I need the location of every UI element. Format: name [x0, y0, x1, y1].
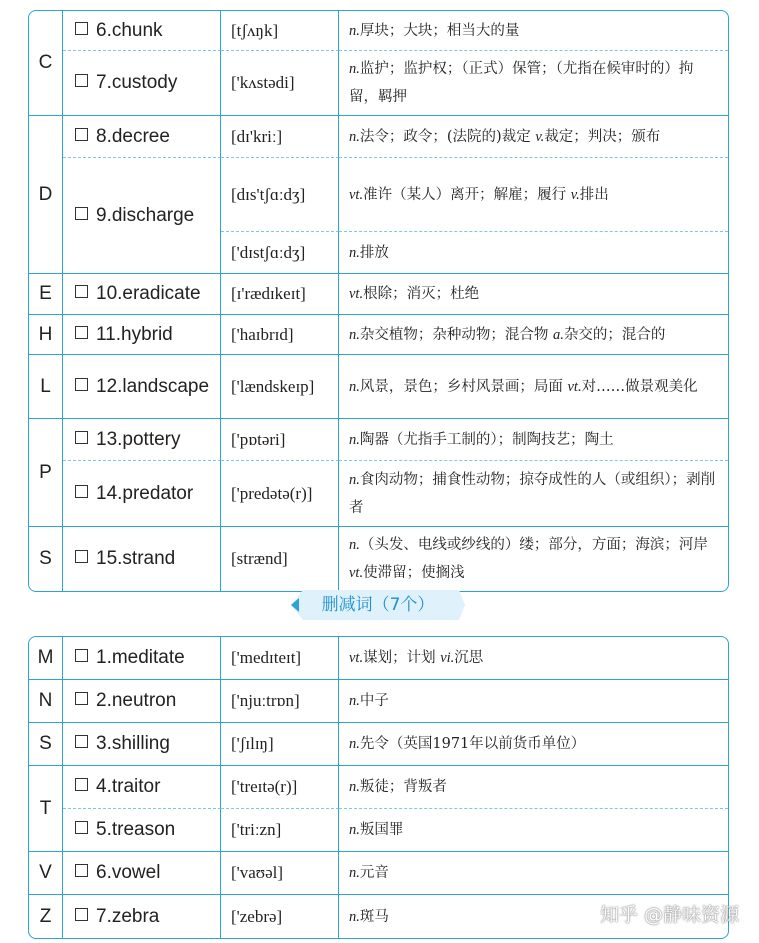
word-label: 2.neutron	[96, 690, 177, 711]
part-of-speech: v.	[535, 128, 545, 145]
word-label: 9.discharge	[96, 204, 195, 226]
word-cell	[63, 11, 221, 51]
index-letter: Z	[29, 895, 63, 938]
part-of-speech: n.	[349, 326, 360, 343]
phonetic-cell: ['vaʊəl]	[221, 852, 339, 895]
part-of-speech: vt.	[349, 565, 364, 581]
index-letter: P	[29, 419, 63, 527]
word-label: 1.meditate	[96, 647, 185, 668]
part-of-speech: vt.	[349, 650, 364, 666]
phonetic-cell: ['medɪteɪt]	[221, 637, 339, 680]
definition-cell	[339, 232, 728, 274]
word-cell	[63, 527, 221, 591]
part-of-speech: n.	[349, 779, 360, 795]
phonetic-cell: ['zebrə]	[221, 895, 339, 938]
phonetic-cell: [strænd]	[221, 527, 339, 591]
definition-cell	[339, 11, 728, 51]
checkbox-icon[interactable]	[75, 692, 88, 705]
table-row	[29, 274, 728, 315]
part-of-speech: n.	[349, 822, 360, 838]
part-of-speech: n.	[349, 693, 360, 709]
index-letter: D	[29, 116, 63, 274]
word-cell	[63, 355, 221, 419]
definition-text: 准许（某人）离开；解雇；履行	[363, 186, 571, 203]
word-label: 6.chunk	[96, 19, 163, 41]
part-of-speech: vt.	[349, 186, 364, 203]
definition-text: 杂交植物；杂种动物；混合物	[359, 326, 553, 343]
phonetic-cell: ['ʃɪlɪŋ]	[221, 723, 339, 766]
part-of-speech: vt.	[349, 286, 364, 302]
definition-cell	[339, 116, 728, 158]
checkbox-icon[interactable]	[75, 864, 88, 877]
index-letter: E	[29, 274, 63, 315]
table-row	[29, 116, 728, 158]
part-of-speech: n.	[349, 378, 360, 395]
definition-text: 对……做景观美化	[581, 378, 698, 395]
phonetic-cell: ['treɪtə(r)]	[221, 766, 339, 809]
phonetic-cell: [tʃʌŋk]	[221, 11, 339, 51]
part-of-speech: vt.	[567, 378, 582, 395]
definition-text: 法令；政令；(法院的)裁定	[359, 128, 536, 145]
definition-text: 沉思	[454, 650, 484, 666]
table-row	[29, 461, 728, 527]
table-row	[29, 315, 728, 355]
word-label: 11.hybrid	[96, 323, 173, 345]
definition-cell	[339, 852, 728, 895]
word-label: 7.zebra	[96, 905, 160, 927]
index-letter: M	[29, 637, 63, 680]
table-row	[29, 852, 728, 895]
word-cell	[63, 51, 221, 116]
phonetic-cell: ['triːzn]	[221, 809, 339, 852]
definition-text: 裁定；判决；颁布	[544, 128, 661, 145]
part-of-speech: n.	[349, 61, 360, 77]
word-cell	[63, 116, 221, 158]
definition-cell	[339, 158, 728, 232]
definition-text: 叛徒；背叛者	[359, 779, 447, 795]
part-of-speech: n.	[349, 244, 360, 261]
word-label: 14.predator	[96, 482, 194, 504]
definition-cell	[339, 51, 728, 116]
index-letter: H	[29, 315, 63, 355]
table-row	[29, 766, 728, 809]
index-letter: L	[29, 355, 63, 419]
part-of-speech: n.	[349, 908, 360, 925]
word-cell	[63, 852, 221, 895]
word-cell	[63, 461, 221, 527]
phonetic-cell: ['dɪstʃɑːdʒ]	[221, 232, 339, 274]
checkbox-icon[interactable]	[75, 326, 88, 339]
word-cell	[63, 680, 221, 723]
part-of-speech: n.	[349, 471, 360, 488]
vocab-table-main	[28, 10, 729, 592]
definition-cell	[339, 274, 728, 315]
definition-cell	[339, 723, 728, 766]
definition-cell	[339, 355, 728, 419]
definition-text: 排放	[359, 244, 389, 261]
phonetic-cell: ['lændskeɪp]	[221, 355, 339, 419]
word-cell	[63, 637, 221, 680]
watermark: 知乎 @静味资源	[600, 904, 740, 926]
phonetic-cell: [dɪs'tʃɑːdʒ]	[221, 158, 339, 232]
definition-cell	[339, 637, 728, 680]
phonetic-cell: [ɪ'rædɪkeɪt]	[221, 274, 339, 315]
definition-text: 厚块；大块；相当大的量	[359, 22, 520, 39]
word-label: 15.strand	[96, 548, 176, 569]
definition-cell	[339, 419, 728, 461]
word-label: 12.landscape	[96, 375, 210, 397]
index-letter: T	[29, 766, 63, 852]
table-row	[29, 11, 728, 51]
index-letter: S	[29, 527, 63, 591]
index-letter: C	[29, 11, 63, 116]
definition-text: 陶器（尤指手工制的）；制陶技艺；陶土	[359, 431, 614, 448]
definition-text: 中子	[359, 693, 389, 709]
word-cell	[63, 895, 221, 938]
checkbox-icon[interactable]	[75, 74, 88, 87]
table-row	[29, 680, 728, 723]
table-row	[29, 723, 728, 766]
phonetic-cell: [dɪ'kriː]	[221, 116, 339, 158]
word-label: 13.pottery	[96, 428, 181, 450]
index-letter: V	[29, 852, 63, 895]
definition-cell	[339, 809, 728, 852]
word-cell	[63, 158, 221, 274]
phonetic-cell: ['pɒtəri]	[221, 419, 339, 461]
checkbox-icon[interactable]	[75, 207, 88, 220]
table-row	[29, 51, 728, 116]
phonetic-cell: ['kʌstədi]	[221, 51, 339, 116]
checkbox-icon[interactable]	[75, 285, 88, 298]
checkbox-icon[interactable]	[75, 908, 88, 921]
word-label: 4.traitor	[96, 776, 161, 797]
part-of-speech: n.	[349, 431, 360, 448]
definition-cell	[339, 527, 728, 591]
definition-text: 叛国罪	[359, 822, 404, 838]
checkbox-icon[interactable]	[75, 431, 88, 444]
word-cell	[63, 809, 221, 852]
definition-text: 杂交的；混合的	[563, 326, 666, 343]
index-letter: S	[29, 723, 63, 766]
table-row	[29, 527, 728, 591]
part-of-speech: n.	[349, 22, 360, 39]
word-cell	[63, 766, 221, 809]
definition-text: 先令（英国1971年以前货币单位）	[359, 736, 586, 752]
word-label: 7.custody	[96, 72, 178, 93]
definition-text: 斑马	[359, 908, 389, 925]
definition-text: 元音	[359, 865, 389, 881]
vocab-table-deleted	[28, 636, 729, 939]
word-label: 3.shilling	[96, 733, 170, 754]
part-of-speech: v.	[570, 186, 580, 203]
checkbox-icon[interactable]	[75, 485, 88, 498]
definition-cell	[339, 680, 728, 723]
part-of-speech: a.	[552, 326, 564, 343]
table-row	[29, 355, 728, 419]
banner-label: 删减词（7个）	[321, 595, 435, 615]
table-row	[29, 637, 728, 680]
checkbox-icon[interactable]	[75, 649, 88, 662]
word-label: 8.decree	[96, 125, 170, 147]
definition-text: 使滞留；使搁浅	[363, 565, 465, 581]
checkbox-icon[interactable]	[75, 821, 88, 834]
part-of-speech: n.	[349, 537, 360, 553]
table-row	[29, 419, 728, 461]
word-cell	[63, 419, 221, 461]
phonetic-cell: ['njuːtrɒn]	[221, 680, 339, 723]
part-of-speech: n.	[349, 128, 360, 145]
table-row	[29, 158, 728, 232]
word-cell	[63, 723, 221, 766]
definition-cell	[339, 461, 728, 527]
checkbox-icon[interactable]	[75, 22, 88, 35]
part-of-speech: n.	[349, 865, 360, 881]
word-label: 10.eradicate	[96, 283, 201, 304]
definition-text: 谋划；计划	[363, 650, 441, 666]
definition-text: 排出	[579, 186, 609, 203]
word-cell	[63, 315, 221, 355]
checkbox-icon[interactable]	[75, 735, 88, 748]
index-letter: N	[29, 680, 63, 723]
definition-text: （头发、电线或纱线的）缕；部分，方面；海滨；河岸	[359, 537, 708, 553]
word-label: 6.vowel	[96, 862, 161, 883]
part-of-speech: vi.	[440, 650, 455, 666]
checkbox-icon[interactable]	[75, 128, 88, 141]
phonetic-cell: ['haɪbrɪd]	[221, 315, 339, 355]
deleted-words-banner	[289, 588, 467, 622]
definition-cell	[339, 315, 728, 355]
part-of-speech: n.	[349, 736, 360, 752]
checkbox-icon[interactable]	[75, 378, 88, 391]
word-cell	[63, 274, 221, 315]
definition-text: 根除；消灭；杜绝	[363, 286, 480, 302]
checkbox-icon[interactable]	[75, 550, 88, 563]
definition-cell	[339, 766, 728, 809]
definition-text: 监护；监护权；（正式）保管；（尤指在候审时的）拘留，羁押	[349, 61, 694, 105]
table-row	[29, 809, 728, 852]
checkbox-icon[interactable]	[75, 778, 88, 791]
definition-text: 风景，景色；乡村风景画；局面	[359, 378, 568, 395]
definition-text: 食肉动物；捕食性动物；掠夺成性的人（或组织）；剥削者	[349, 471, 716, 516]
word-label: 5.treason	[96, 819, 176, 840]
phonetic-cell: ['predətə(r)]	[221, 461, 339, 527]
